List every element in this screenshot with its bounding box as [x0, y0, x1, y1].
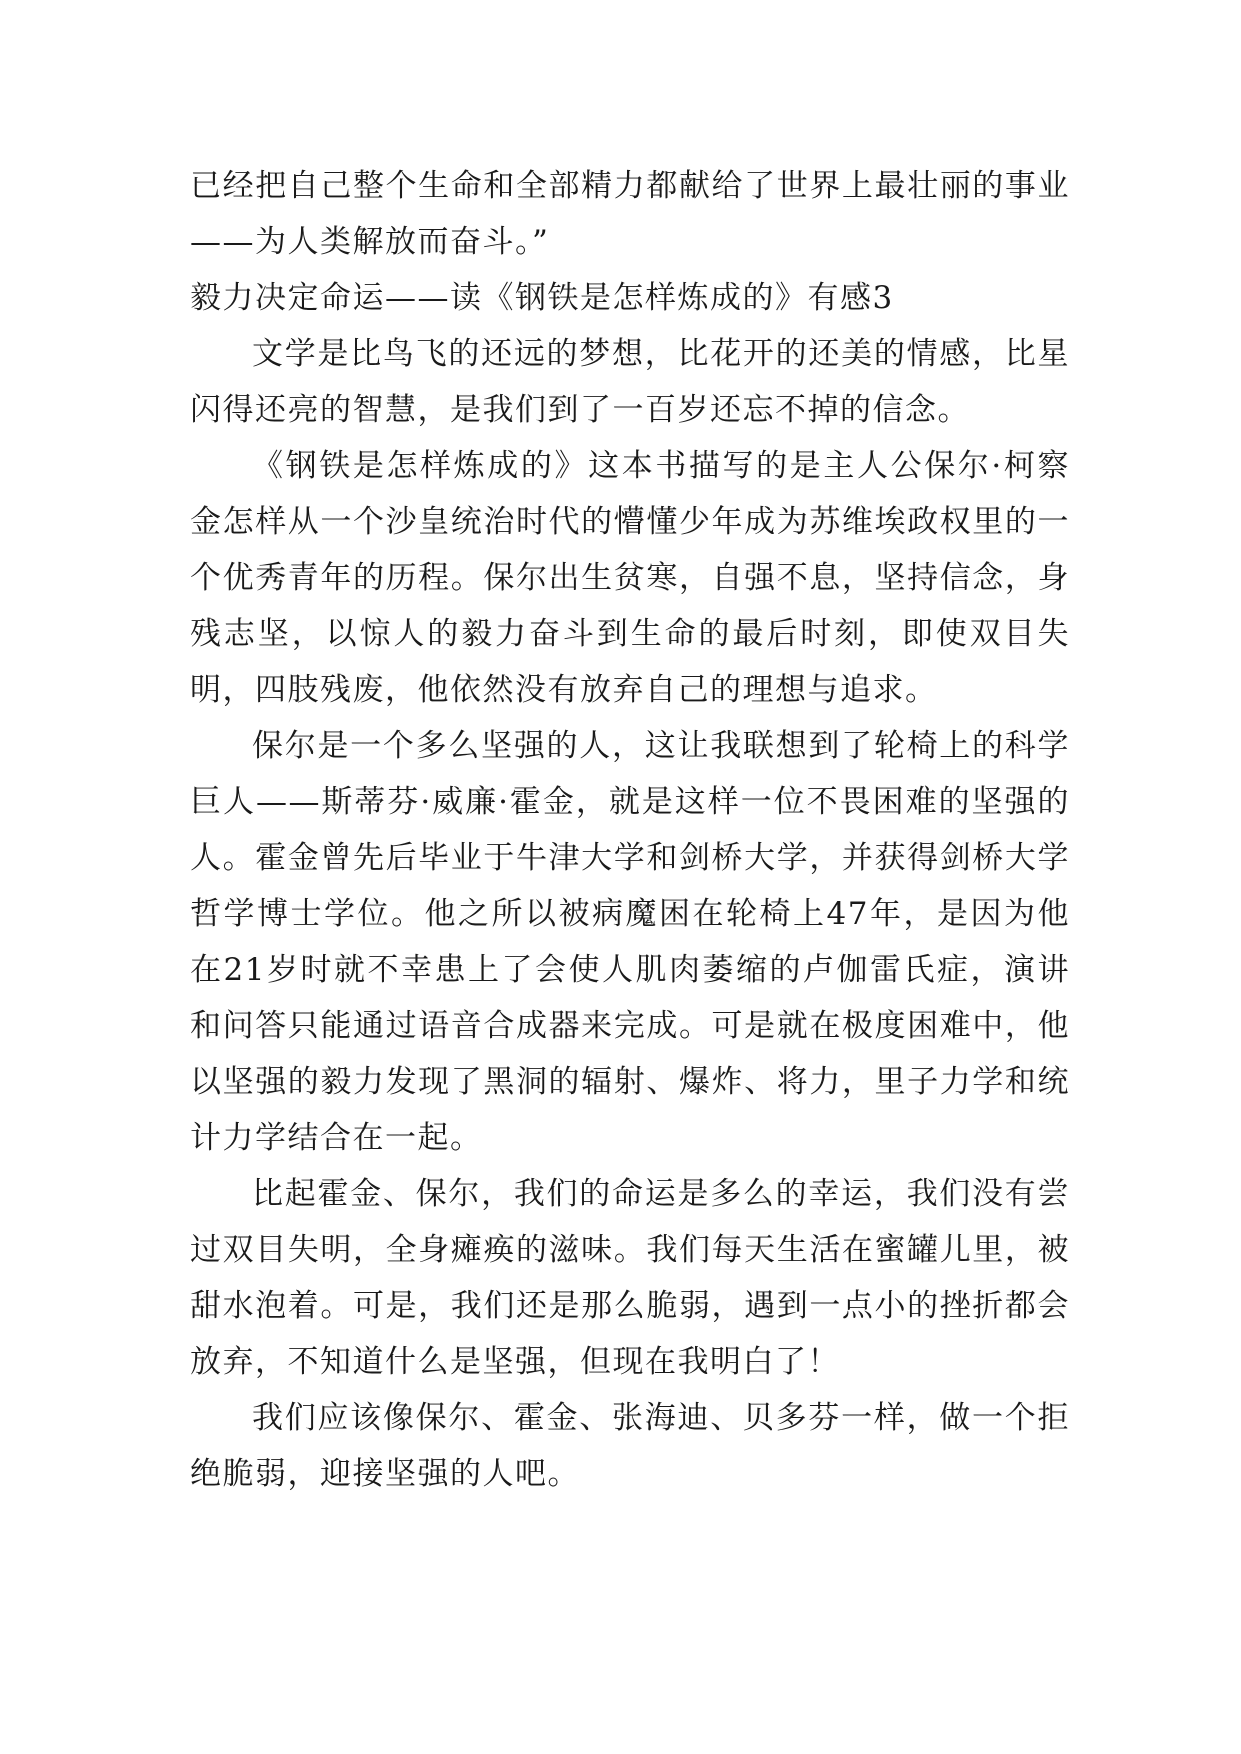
paragraph-continuation: 已经把自己整个生命和全部精力都献给了世界上最壮丽的事业——为人类解放而奋斗。”	[190, 168, 1070, 260]
paragraph: 比起霍金、保尔，我们的命运是多么的幸运，我们没有尝过双目失明，全身瘫痪的滋味。我们每天生活在蜜罐儿里，被甜水泡着。可是，我们还是那么脆弱，遇到一点小的挫折都会放弃，不知道什么是坚强，但现在我明白了！	[190, 1176, 1070, 1380]
paragraph: 我们应该像保尔、霍金、张海迪、贝多芬一样，做一个拒绝脆弱，迎接坚强的人吧。	[190, 1400, 1070, 1492]
document-body	[190, 158, 1070, 1502]
paragraph: 保尔是一个多么坚强的人，这让我联想到了轮椅上的科学巨人——斯蒂芬·威廉·霍金，就是这样一位不畏困难的坚强的人。霍金曾先后毕业于牛津大学和剑桥大学，并获得剑桥大学哲学博士学位。他之所以被病魔困在轮椅上47年，是因为他在21岁时就不幸患上了会使人肌肉萎缩的卢伽雷氏症，演讲和问答只能通过语音合成器来完成。可是就在极度困难中，他以坚强的毅力发现了黑洞的辐射、爆炸、将力，里子力学和统计力学结合在一起。	[190, 728, 1070, 1156]
section-heading: 毅力决定命运——读《钢铁是怎样炼成的》有感3	[190, 280, 894, 316]
paragraph: 文学是比鸟飞的还远的梦想，比花开的还美的情感，比星闪得还亮的智慧，是我们到了一百岁还忘不掉的信念。	[190, 336, 1070, 428]
paragraph: 《钢铁是怎样炼成的》这本书描写的是主人公保尔·柯察金怎样从一个沙皇统治时代的懵懂少年成为苏维埃政权里的一个优秀青年的历程。保尔出生贫寒，自强不息，坚持信念，身残志坚，以惊人的毅力奋斗到生命的最后时刻，即使双目失明，四肢残废，他依然没有放弃自己的理想与追求。	[190, 448, 1070, 708]
